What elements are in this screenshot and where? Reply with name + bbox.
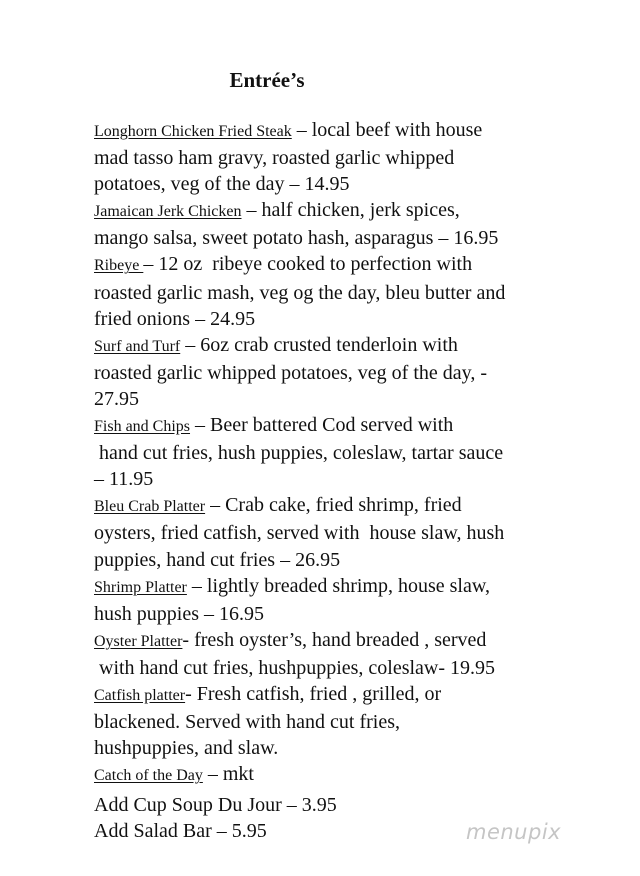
- menu-item: [94, 681, 554, 761]
- addon-item: Add Cup Soup Du Jour – 3.95: [94, 794, 337, 816]
- menu-item-name: Catch of the Day: [94, 767, 203, 785]
- page-title: Entrée’s: [229, 68, 305, 92]
- menu-item-description: oysters, fried catfish, served with house slaw, hush: [94, 522, 505, 545]
- menu-item-description: potatoes, veg of the day – 14.95: [94, 173, 350, 196]
- watermark-logo: menupix: [466, 820, 562, 844]
- menu-item-description: – Beer battered Cod served with: [190, 414, 454, 437]
- menu-item-description: 27.95: [94, 387, 139, 410]
- menu-item-name: Ribeye: [94, 257, 144, 275]
- menu-item-description: – mkt: [202, 763, 254, 786]
- menu-item-description: fried onions – 24.95: [94, 307, 256, 330]
- menu-item-name: Surf and Turf: [94, 337, 181, 355]
- menu-item-description: mad tasso ham gravy, roasted garlic whipped: [94, 147, 455, 170]
- menu-item-description: – Crab cake, fried shrimp, fried: [205, 494, 462, 517]
- menu-item-description: - Fresh catfish, fried , grilled, or: [185, 682, 442, 705]
- menu-item: [94, 412, 554, 492]
- menu-item-description: hushpuppies, and slaw.: [94, 737, 279, 760]
- addon-list: [94, 792, 337, 844]
- menu-item-description: – half chicken, jerk spices,: [241, 199, 460, 222]
- menu-item-description: roasted garlic whipped potatoes, veg of the day, -: [94, 361, 488, 384]
- menu-item-name: Bleu Crab Platter: [94, 498, 206, 516]
- menu-item-name: Fish and Chips: [94, 418, 191, 436]
- menu-item-description: – 11.95: [94, 468, 154, 491]
- menu-item-description: puppies, hand cut fries – 26.95: [94, 548, 341, 571]
- menu-item-description: with hand cut fries, hushpuppies, coleslaw- 19.95: [94, 656, 496, 679]
- menu-item-description: mango salsa, sweet potato hash, asparagus – 16.95: [94, 227, 499, 250]
- menu-item-name: Shrimp Platter: [94, 578, 187, 596]
- menu-item-description: roasted garlic mash, veg og the day, bleu butter and: [94, 281, 506, 304]
- entree-list: [94, 117, 554, 789]
- menu-item-description: – 12 oz ribeye cooked to perfection with: [143, 253, 473, 276]
- menu-item-description: hand cut fries, hush puppies, coleslaw, tartar sauce: [94, 442, 504, 465]
- menu-item-description: blackened. Served with hand cut fries,: [94, 711, 401, 734]
- menu-item-name: Jamaican Jerk Chicken: [94, 203, 242, 221]
- menu-item-name: Oyster Platter: [94, 632, 183, 650]
- menu-item: [94, 117, 554, 197]
- menu-item-description: - fresh oyster’s, hand breaded , served: [182, 628, 487, 651]
- menu-item-name: Catfish platter: [94, 686, 186, 704]
- menu-item-description: – local beef with house: [291, 119, 483, 141]
- menu-item-name: Longhorn Chicken Fried Steak: [94, 123, 292, 140]
- menu-item-description: – lightly breaded shrimp, house slaw,: [186, 574, 490, 597]
- menu-item: [94, 761, 554, 789]
- menu-item-description: – 6oz crab crusted tenderloin with: [180, 333, 458, 356]
- menu-item: [94, 627, 554, 681]
- menu-item: [94, 492, 554, 572]
- menu-item: [94, 332, 554, 412]
- menu-item-description: hush puppies – 16.95: [94, 602, 264, 625]
- menu-item: [94, 573, 554, 627]
- menu-item: [94, 251, 554, 331]
- addon-item: Add Salad Bar – 5.95: [94, 820, 267, 842]
- menu-item: [94, 197, 554, 251]
